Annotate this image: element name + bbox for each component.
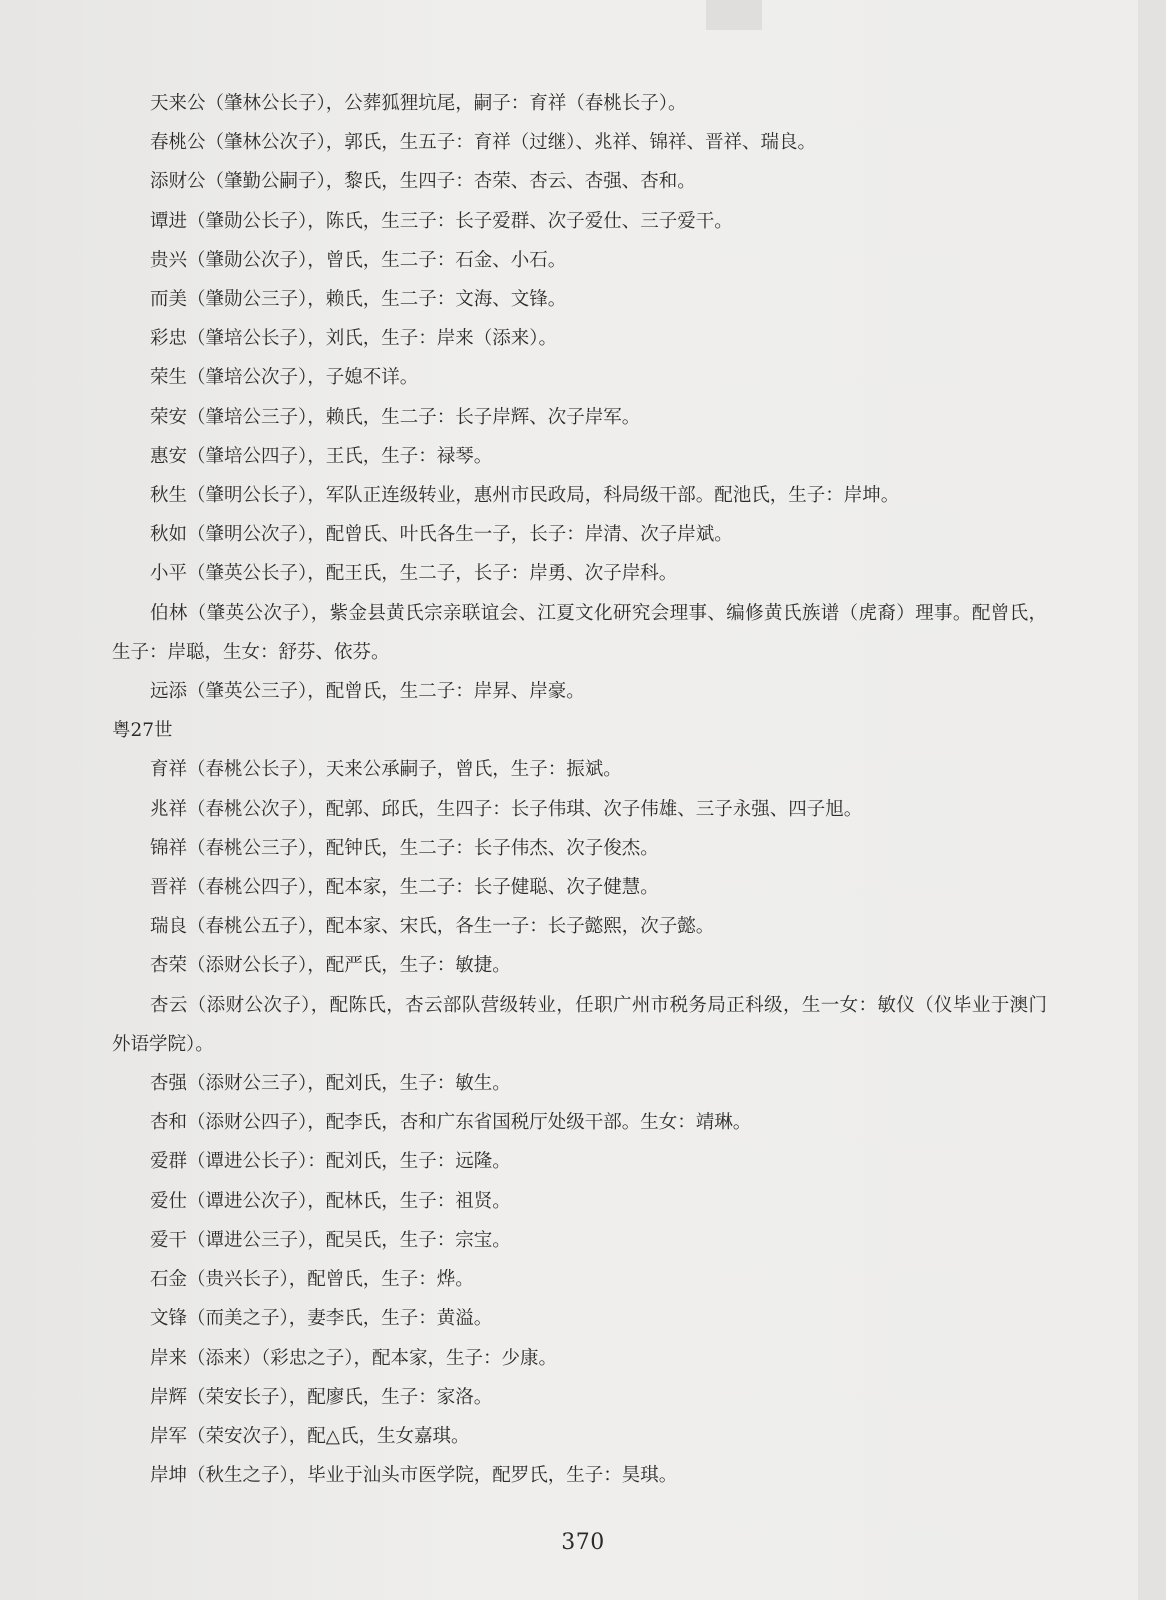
entry-yuantian: 远添（肇英公三子），配曾氏，生二子：岸昇、岸豪。 [150, 681, 585, 703]
entry-rongan: 荣安（肇培公三子），赖氏，生二子：长子岸辉、次子岸军。 [150, 406, 641, 428]
entry-xinghe: 杏和（添财公四子），配李氏，杏和广东省国税厅处级干部。生女：靖琳。 [150, 1112, 752, 1134]
entry-aigan: 爱干（谭进公三子），配吴氏，生子：宗宝。 [150, 1229, 511, 1251]
entry-bolin: 伯林（肇英公次子），紫金县黄氏宗亲联谊会、江夏文化研究会理事、编修黄氏族谱（虎裔）理事。配曾氏，生子：岸聪，生女：舒芬、依芬。 [112, 602, 1047, 663]
entry-anhui: 岸辉（荣安长子），配廖氏，生子：家洛。 [150, 1386, 493, 1408]
entry-wenfeng: 文锋（而美之子），妻李氏，生子：黄溢。 [150, 1308, 493, 1330]
entry-xingrong: 杏荣（添财公长子），配严氏，生子：敏捷。 [150, 955, 511, 977]
generation-heading: 粤27世 [112, 720, 173, 742]
entry-xiaoping: 小平（肇英公长子），配王氏，生二子，长子：岸勇、次子岸科。 [150, 563, 678, 585]
entry-ruiliang: 瑞良（春桃公五子），配本家、宋氏，各生一子：长子懿熙，次子懿。 [150, 916, 715, 938]
entry-aishi: 爱仕（谭进公次子），配林氏，生子：祖贤。 [150, 1190, 511, 1212]
entry-jinxiang: 锦祥（春桃公三子），配钟氏，生二子：长子伟杰、次子俊杰。 [150, 837, 659, 859]
entry-xingyun: 杏云（添财公次子），配陈氏，杏云部队营级转业，任职广州市税务局正科级，生一女：敏仪（仪毕业于澳门外语学院）。 [112, 994, 1047, 1055]
entry-rongsheng: 荣生（肇培公次子），子媳不详。 [150, 367, 419, 389]
entry-anjun: 岸军（荣安次子），配△氏，生女嘉琪。 [150, 1425, 470, 1447]
entry-yuxiang: 育祥（春桃公长子），天来公承嗣子，曾氏，生子：振斌。 [150, 759, 622, 781]
entry-caizhong: 彩忠（肇培公长子），刘氏，生子：岸来（添来）。 [150, 328, 558, 350]
entry-aiqun: 爱群（谭进公长子）：配刘氏，生子：远隆。 [150, 1151, 511, 1173]
entry-qiuru: 秋如（肇明公次子），配曾氏、叶氏各生一子，长子：岸清、次子岸斌。 [150, 524, 733, 546]
entry-xingqiang: 杏强（添财公三子），配刘氏，生子：敏生。 [150, 1073, 511, 1095]
entry-tanjin: 谭进（肇勋公长子），陈氏，生三子：长子爱群、次子爱仕、三子爱干。 [150, 210, 733, 232]
entry-tianlai: 天来公（肇林公长子），公葬狐狸坑尾，嗣子：育祥（春桃长子）。 [150, 93, 687, 114]
scan-artifact-top [706, 0, 762, 30]
page-number: 370 [561, 1530, 605, 1555]
entry-ankun: 岸坤（秋生之子），毕业于汕头市医学院，配罗氏，生子：昊琪。 [150, 1465, 678, 1487]
entry-anlai: 岸来（添来）（彩忠之子），配本家，生子：少康。 [150, 1347, 558, 1369]
genealogy-text [112, 84, 1047, 1495]
entry-shijin: 石金（贵兴长子），配曾氏，生子：烨。 [150, 1269, 474, 1291]
entry-guixing: 贵兴（肇勋公次子），曾氏，生二子：石金、小石。 [150, 249, 567, 271]
entry-chuntao: 春桃公（肇林公次子），郭氏，生五子：育祥（过继）、兆祥、锦祥、晋祥、瑞良。 [150, 132, 817, 154]
entry-zhaoxiang: 兆祥（春桃公次子），配郭、邱氏，生四子：长子伟琪、次子伟雄、三子永强、四子旭。 [150, 798, 863, 820]
entry-tiancai: 添财公（肇勤公嗣子），黎氏，生四子：杏荣、杏云、杏强、杏和。 [150, 171, 696, 193]
entry-ermei: 而美（肇勋公三子），赖氏，生二子：文海、文锋。 [150, 289, 567, 311]
entry-huian: 惠安（肇培公四子），王氏，生子：禄琴。 [150, 445, 493, 467]
entry-jinxiang-jin: 晋祥（春桃公四子），配本家，生二子：长子健聪、次子健慧。 [150, 877, 659, 899]
scan-artifact-right [1138, 0, 1166, 1600]
entry-qiusheng: 秋生（肇明公长子），军队正连级转业，惠州市民政局，科局级干部。配池氏，生子：岸坤。 [150, 485, 900, 507]
